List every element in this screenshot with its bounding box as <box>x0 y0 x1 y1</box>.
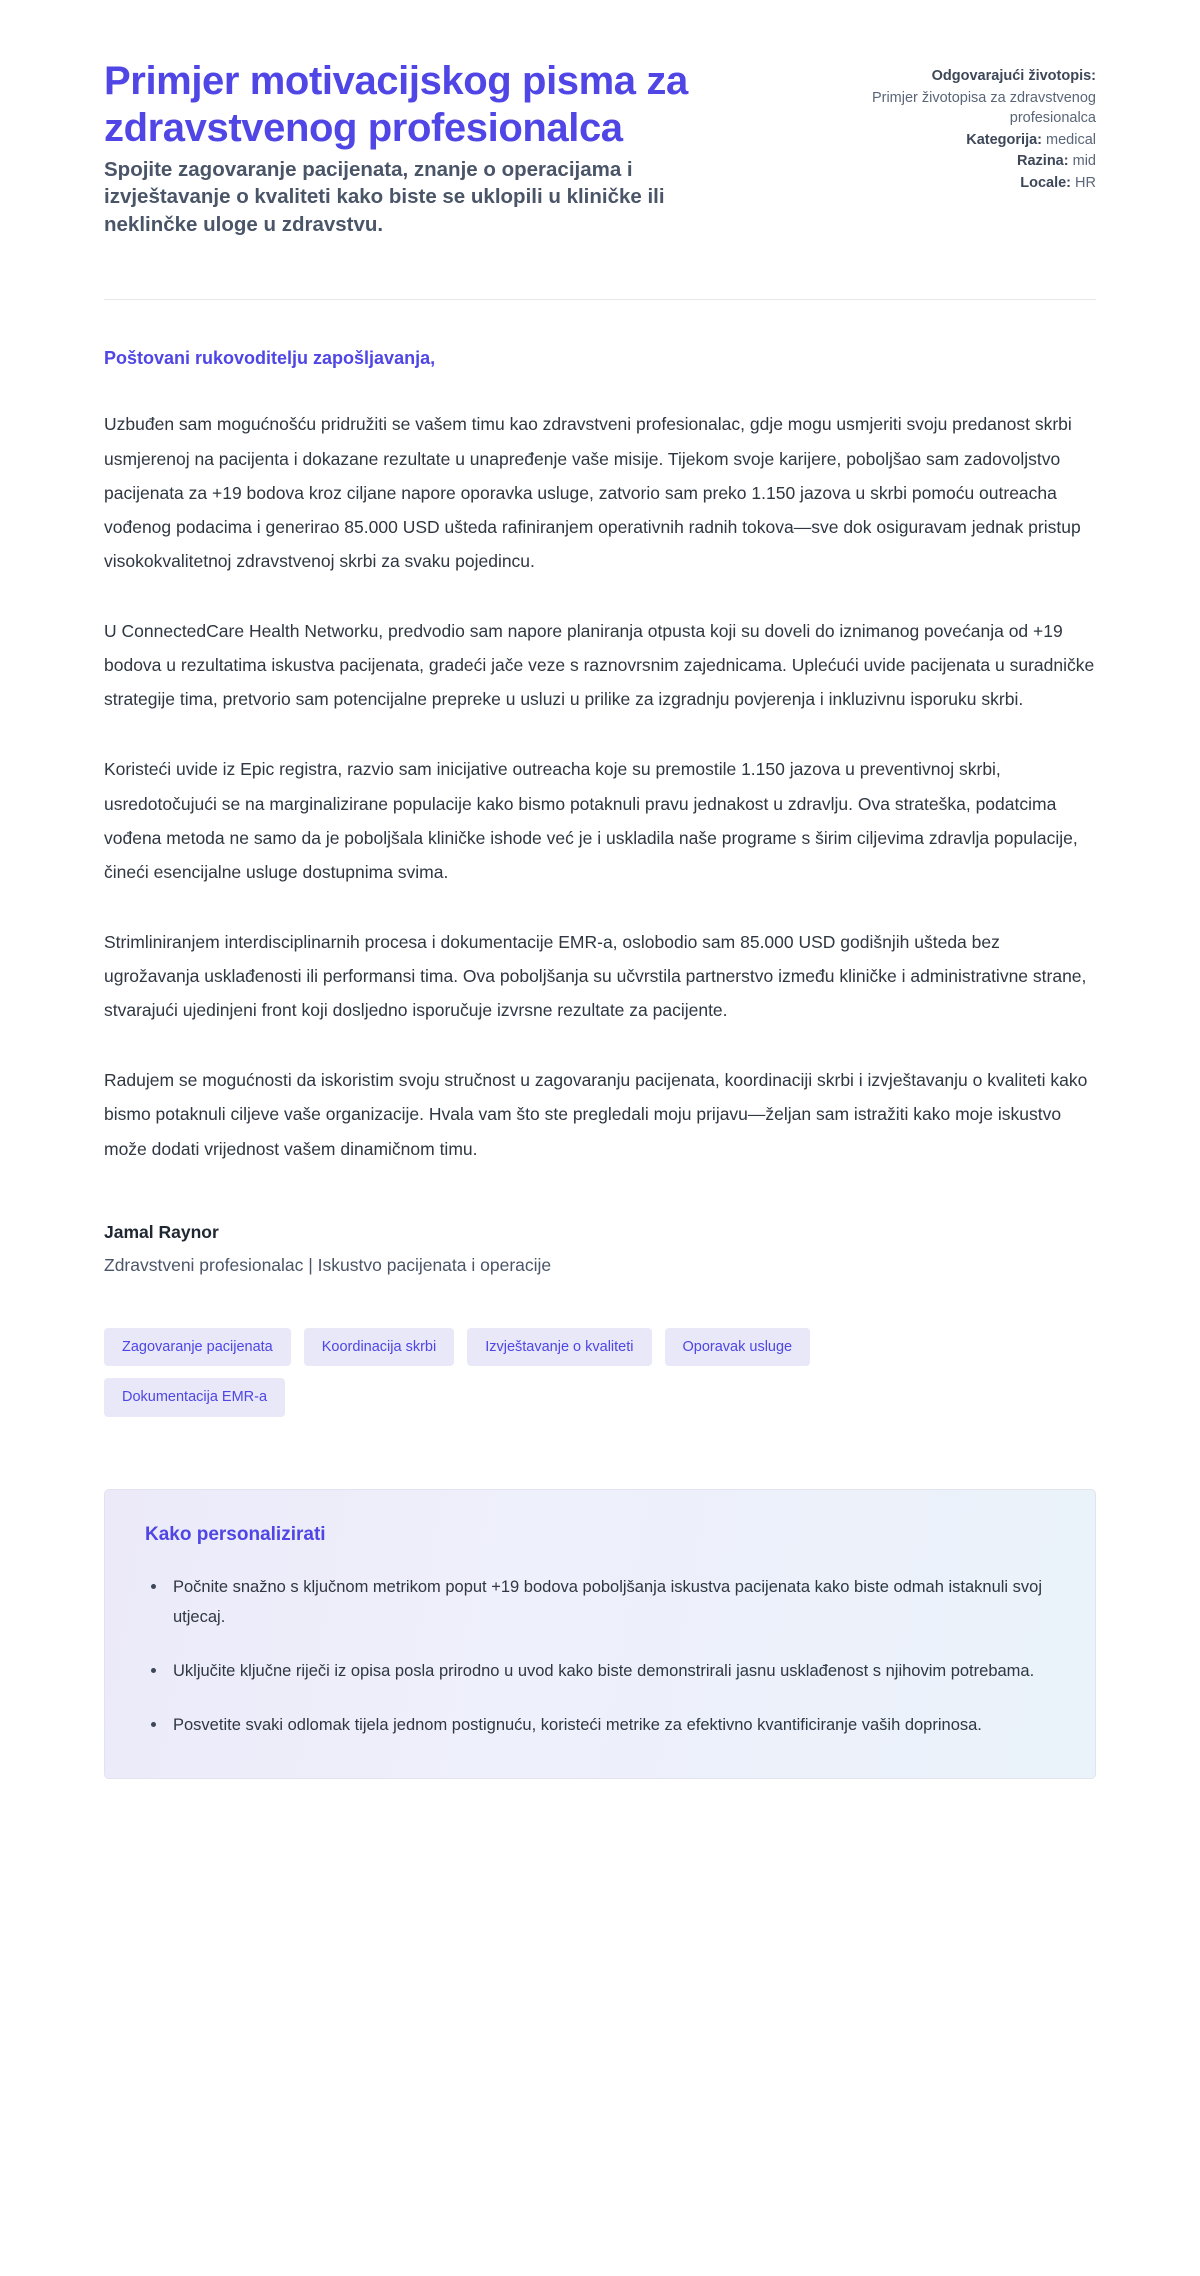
tag-chip[interactable]: Oporavak usluge <box>665 1328 811 1367</box>
letter-paragraph: Koristeći uvide iz Epic registra, razvio sam inicijative outreacha koje su premostile 1.150 jazova u preventivnoj skrbi, usredotočujući se na marginalizirane populacije kako bismo potaknuli pravu jednakost u zdravlju. Ova strateška, podatcima vođena metoda ne samo da je poboljšala kliničke ishode već je i uskladila naše programe s širim ciljevima zdravlja populacije, čineći esencijalne usluge dostupnima svima. <box>104 759 1078 882</box>
page-title: Primjer motivacijskog pisma za zdravstvenog profesionalca <box>104 59 688 150</box>
meta-value-level: mid <box>1072 153 1096 170</box>
meta-value-locale: HR <box>1075 174 1096 191</box>
meta-row-category <box>838 130 1096 151</box>
letter-body <box>104 300 1096 1165</box>
meta-label-resume: Odgovarajući životopis: <box>931 68 1096 84</box>
letter-salutation: Poštovani rukovoditelju zapošljavanja, <box>104 348 436 369</box>
tips-list-item: Posvetite svaki odlomak tijela jednom postignuću, koristeći metrike za efektivno kvantificiranje vaših doprinosa. <box>145 1710 1055 1740</box>
tips-list-item: Počnite snažno s ključnom metrikom poput +19 bodova poboljšanja iskustva pacijenata kako biste odmah istaknuli svoj utjecaj. <box>145 1572 1055 1632</box>
letter-paragraph: U ConnectedCare Health Networku, predvodio sam napore planiranja otpusta koji su doveli do iznimanog povećanja od +19 bodova u rezultatima iskustva pacijenata, gradeći jače veze s raznovrsnim zajednicama. Uplećući uvide pacijenata u suradničke strategije tima, pretvorio sam potencijalne prepreke u usluzi u prilike za izgradnju povjerenja i inkluzivnu isporuku skrbi. <box>104 621 1095 710</box>
signature-role: Zdravstveni profesionalac | Iskustvo pacijenata i operacije <box>104 1254 552 1275</box>
meta-row-locale <box>838 173 1096 194</box>
header-title-block <box>104 58 798 239</box>
tag-chip[interactable]: Zagovaranje pacijenata <box>104 1328 291 1367</box>
meta-row-resume <box>838 66 1096 87</box>
meta-label-level: Razina: <box>1017 153 1069 170</box>
document-metadata <box>838 58 1096 194</box>
meta-label-category: Kategorija: <box>966 131 1042 148</box>
meta-value-resume: Primjer životopisa za zdravstvenog profesionalca <box>871 89 1096 127</box>
signature-block <box>104 1222 1096 1276</box>
signature-name: Jamal Raynor <box>104 1221 219 1242</box>
meta-value-category: medical <box>1046 131 1096 148</box>
page-subtitle: Spojite zagovaranje pacijenata, znanje o operacijama i izvještavanje o kvaliteti kako biste se uklopili u kliničke ili neklinčke uloge u zdravstvu. <box>104 157 665 237</box>
tag-list <box>104 1328 984 1417</box>
tag-chip[interactable]: Koordinacija skrbi <box>304 1328 454 1367</box>
tag-chip[interactable]: Izvještavanje o kvaliteti <box>467 1328 651 1367</box>
letter-paragraph: Radujem se mogućnosti da iskoristim svoju stručnost u zagovaranju pacijenata, koordinaciji skrbi i izvještavanju o kvaliteti kako bismo potaknuli ciljeve vaše organizacije. Hvala vam što ste pregledali moju prijavu—željan sam istražiti kako moje iskustvo može dodati vrijednost vašem dinamičnom timu. <box>104 1070 1088 1159</box>
tips-panel-title: Kako personalizirati <box>145 1523 326 1545</box>
meta-row-level <box>838 151 1096 172</box>
letter-paragraph: Uzbuđen sam mogućnošću pridružiti se vašem timu kao zdravstveni profesionalac, gdje mogu usmjeriti svoju predanost skrbi usmjerenoj na pacijenta i dokazane rezultate u unapređenje vaše misije. Tijekom svoje karijere, poboljšao sam zadovoljstvo pacijenata za +19 bodova kroz ciljane napore oporavka usluge, zatvorio sam preko 1.150 jazova u skrbi pomoću outreacha vođenog podacima i generirao 85.000 USD ušteda rafiniranjem operativnih radnih tokova—sve dok osiguravam jednak pristup visokokvalitetnoj zdravstvenoj skrbi za svaku pojedincu. <box>104 414 1081 571</box>
meta-label-locale: Locale: <box>1020 174 1072 191</box>
meta-value-resume-row <box>838 88 1096 129</box>
page-header <box>104 0 1096 239</box>
tips-list-item: Uključite ključne riječi iz opisa posla prirodno u uvod kako biste demonstrirali jasnu usklađenost s njihovim potrebama. <box>145 1656 1055 1686</box>
letter-paragraph: Strimliniranjem interdisciplinarnih procesa i dokumentacije EMR-a, oslobodio sam 85.000 USD godišnjih ušteda bez ugrožavanja usklađenosti ili performansi tima. Ova poboljšanja su učvrstila partnerstvo između kliničke i administrativne strane, stvarajući ujedinjeni front koji dosljedno isporučuje izvrsne rezultate za pacijente. <box>104 931 1087 1021</box>
tips-list <box>145 1572 1055 1740</box>
tag-chip[interactable]: Dokumentacija EMR-a <box>104 1378 285 1417</box>
personalization-tips-panel <box>104 1489 1096 1779</box>
